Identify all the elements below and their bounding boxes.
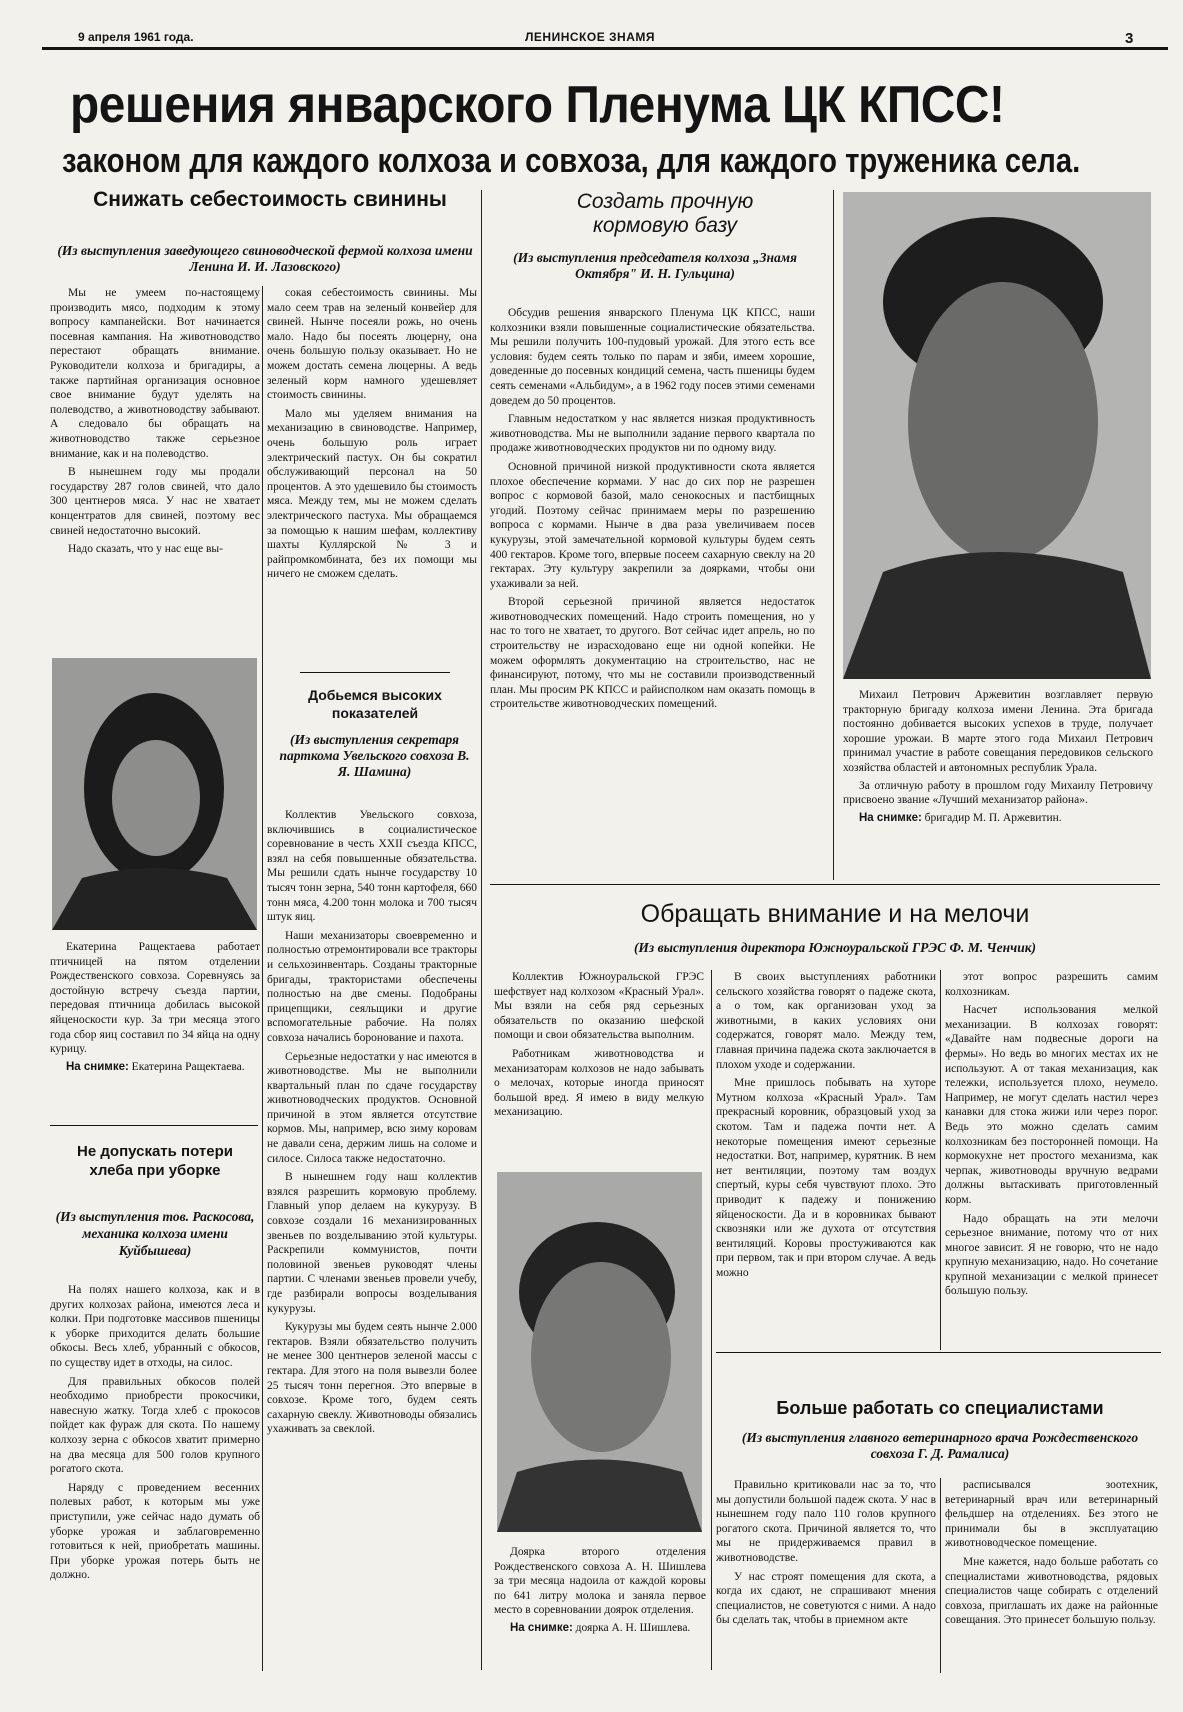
paragraph: Коллектив Южноуральской ГРЭС шефствует над колхозом «Красный Урал». Мы взяли на себя ряд серьезных обязательств по оказанию шефской помощи и свои обязательства выполним.: [494, 971, 704, 1042]
article-source: (Из выступления секретаря парткома Увельского совхоза В. Я. Шамина): [279, 732, 470, 779]
column-divider: [940, 970, 941, 1350]
paragraph: Коллектив Увельского совхоза, включившись в социалистическое соревнование в честь XXII съезда КПСС, взял на себя повышенные обязательства. Мы решили сдать нынче государству 10 тысяч тонн зерна, 540 тонн картофеля, 660 тонн мяса, 4.200 тонн молока и 700 тысяч штук яиц.: [267, 809, 477, 924]
article-title: Создать прочную кормовую базу: [576, 190, 754, 238]
caption-subject: Екатерина Ращектаева.: [131, 1060, 245, 1073]
paragraph: Серьезные недостатки у нас имеются в животноводстве. Мы не выполнили квартальный план по сдаче государству животноводческих продуктов. Основной причиной в этом является отсутствие кормов. Мы, например, всю зиму коровам не давали сена, держим лишь на соломе и силосе. Силоса также недостаточно.: [267, 1050, 477, 1165]
article-title: Не допускать потери хлеба при уборке: [77, 1143, 233, 1179]
article-body-column: [50, 1283, 260, 1673]
paragraph: Мы не умеем по-настоящему производить мясо, подходим к этому вопросу кампанейски. Вот начинается посевная кампания. На животноводство перестают обращать внимание. Руководители колхоза и бригадиры, а также партийная организация основное свое внимание будут уделять на полеводство, а животноводству забывают. А следовало бы обращать на животноводство также серьезное внимание, как и на полеводство.: [50, 287, 260, 460]
paragraph: Работникам животноводства и механизаторам колхозов не надо забывать о мелочах, которые иногда приносят большой вред. Я имею в виду мелкую механизацию.: [494, 1047, 704, 1119]
caption-text: Екатерина Ращектаева работает птичницей на пятом отделении Рождественского совхоза. Соревнуясь за достойную встречу съезда партии, передовая птичница добилась высокой яйценоскости кур. За три месяца этого года сбор яиц составил по 34 яйца на одну курицу.: [50, 941, 260, 1056]
article-title: Больше работать со специалистами: [776, 1398, 1104, 1418]
paragraph: Наши механизаторы своевременно и полностью отремонтировали все тракторы и сельхозинвентарь. Созданы тракторные бригады, трактористами обеспечены полностью на две смены. Подобраны прицепщики, сеяльщики и другие вспомогательные рабочие. На полях совхоза начались боронование и пахота.: [267, 929, 477, 1044]
art1-title: Снижать себестоимость свинины: [93, 188, 447, 211]
article-title: Обращать внимание и на мелочи: [640, 900, 1030, 928]
column-divider: [481, 190, 482, 1670]
paragraph: Главным недостатком у нас является низкая продуктивность животноводства. Мы не выполнили задание первого квартала по продаже животноводческих продуктов ни по одному виду.: [490, 413, 815, 455]
article-source: (Из выступления главного ветеринарного врача Рождественского совхоза Г. Д. Рамалиса): [741, 1430, 1139, 1461]
article-body-column: [716, 1478, 936, 1673]
paragraph: этот вопрос разрешить самим колхозникам.: [945, 971, 1158, 998]
article-body-column: [494, 970, 704, 1148]
caption-subject: бригадир М. П. Аржевитин.: [924, 811, 1062, 824]
column-divider: [833, 190, 834, 880]
section-rule: [716, 1352, 1161, 1353]
article-body-column: [716, 970, 936, 1348]
article-body-column: [945, 1478, 1158, 1673]
paragraph: В нынешнем году наш коллектив взялся разрешить кормовую проблему. Главный упор делаем на кукурузу. В совхозе создали 16 механизированных звеньев по возделыванию этой культуры. Раскрепили коммунистов, почти половиной звеньев руководят члены партии. С членами звеньев провели учебу, где разбирали вопросы возделывания кукурузы.: [267, 1171, 477, 1315]
column-divider: [711, 970, 712, 1670]
article-body-column: [267, 808, 477, 1673]
article-source: (Из выступления тов. Раскосова, механика колхоза имени Куйбышева): [55, 1209, 255, 1258]
portrait-photo: [52, 658, 257, 930]
paragraph: Наряду с проведением весенних полевых работ, к которым мы уже приступили, уже сейчас надо думать об уборке урожая и заблаговременно готовиться к ней, приобретать машины. При уборке урожая потерь быть не должно.: [50, 1481, 260, 1582]
article-source: (Из выступления заведующего свиноводческой фермой колхоза имени Ленина И. И. Лазовского): [57, 243, 473, 274]
portrait-photo: [843, 192, 1151, 679]
article-body-column: [490, 306, 815, 876]
paragraph: Надо сказать, что у нас еще вы-: [68, 543, 223, 556]
column-divider: [262, 286, 263, 1671]
header-rule: [42, 47, 1168, 50]
article-source: (Из выступления председателя колхоза „Знамя Октября" И. Н. Гульцина): [513, 250, 797, 281]
paragraph: Мало мы уделяем внимания на механизацию в свиноводстве. Например, очень большую роль играет электрический пастух. Он бы сократил обслуживающий персонал на 50 процентов. А это удешевило бы стоимость мяса. Между тем, мы не можем сделать электрического пастуха. Мы обращаемся за помощью к нашим шефам, коллективу шахты Куллярской № 3 и райпромкомбината, без их помощи мы ничего не сможем сделать.: [267, 407, 477, 581]
paragraph: В своих выступлениях работники сельского хозяйства говорят о падеже скота, а о том, как организован уход за животными, в каких условиях они содержатся, говорят мало. Между тем, главная причина падежа скота заключается в плохом уходе и содержании.: [716, 971, 936, 1071]
paragraph: У нас строят помещения для скота, а когда их сдают, не спрашивают мнения специалистов, не советуются с ними. А надо бы сделать так, чтобы в приемном акте: [716, 1570, 936, 1627]
paragraph: Для правильных обкосов полей необходимо приобрести прокосчики, навесную жатку. Тогда хлеб с прокосов пойдет как фураж для скота. По нашему колхозу зерна с обкосов хватит примерно на два месяца для 500 голов крупного рогатого скота.: [50, 1375, 260, 1476]
paragraph: На полях нашего колхоза, как и в других колхозах района, имеются леса и колки. При подготовке массивов пшеницы к уборке приходится делать большие обкосы. Весь хлеб, убранный с обкосов, по существу идет в отходы, на силос.: [50, 1284, 260, 1369]
photo-caption: [843, 688, 1153, 828]
photo-caption: [50, 940, 260, 1077]
caption-text: Доярка второго отделения Рождественского совхоза А. Н. Шишлева за три месяца надоила от каждой коровы по 641 литру молока и заняла первое место в соревновании доярок отделения.: [494, 1546, 706, 1617]
banner-headline: решения январского Пленума ЦК КПСС!: [70, 76, 1005, 134]
paragraph: Кукурузы мы будем сеять нынче 2.000 гектаров. Взяли обязательство получить не менее 300 центнеров зеленой массы с гектара. Для этого на поля вывезли более 25 тысяч тонн перегноя. Это впервые в совхозе. Кроме того, будем сеять сахарную свеклу. Животноводы обязались ухаживать за свеклой.: [267, 1321, 477, 1436]
paragraph: Мне пришлось побывать на хуторе Мутном колхоза «Красный Урал». Там прекрасный коровник, образцовый уход за скотом. Там и падежа почти нет. А некоторые помещения имеют серьезные недостатки. Вот, например, курятник. В нем нет вентиляции, поэтому там воздух спертый, куры себя чувствуют плохо. Это приводит к падежу и понижению яйценоскости. Да и в коровниках бывают сквозняки или же духота от отсутствия вентиляций. Коровы простуживаются как при первом, так и при втором случае. А ведь можно: [716, 1077, 936, 1279]
paragraph: Второй серьезной причиной является недостаток животноводческих помещений. Надо строить помещения, но у нас то того не хватает, то другого. Вот сейчас идет апрель, но по строительству не израсходовано еще ни одной копейки. Не можем оформлять документацию на строительство, нас не финансируют, потому, что мы не составили производственный план. Мы просим РК КПСС и райисполком нам оказать помощь в строительстве животноводческих помещений.: [490, 596, 815, 711]
banner-subheadline: законом для каждого колхоза и совхоза, для каждого труженика села.: [62, 142, 1081, 180]
section-rule: [50, 1125, 258, 1126]
column-divider: [940, 1478, 941, 1673]
caption-label: На снимке:: [859, 811, 922, 824]
article-body-column: [50, 286, 260, 646]
paragraph: Правильно критиковали нас за то, что мы допустили большой падеж скота. У нас в нынешнем году пало 110 голов крупного рогатого скота. Причиной является то, что мы не придерживаемся правил в животноводстве.: [716, 1479, 936, 1564]
section-rule: [300, 672, 450, 673]
article-body-column: [267, 286, 477, 664]
page-number: 3: [1125, 30, 1134, 47]
article-title: [80, 188, 460, 212]
caption-label: На снимке:: [510, 1621, 573, 1634]
paragraph: расписывался зоотехник, ветеринарный врач или ветеринарный фельдшер на отделениях. Без этого не принимали бы в эксплуатацию животноводческое помещение.: [945, 1479, 1158, 1550]
portrait-photo: [497, 1172, 702, 1532]
issue-date: 9 апреля 1961 года.: [78, 30, 194, 44]
photo-caption: [494, 1545, 706, 1639]
caption-label: На снимке:: [66, 1060, 129, 1073]
caption-text: За отличную работу в прошлом году Михаилу Петровичу присвоено звание «Лучший механизатор района».: [843, 779, 1153, 807]
article-body-column: [945, 970, 1158, 1348]
section-rule: [490, 884, 1160, 885]
paragraph: Мне кажется, надо больше работать со специалистами животноводства, рядовых специалистов чаще собирать с отделений совхоза, приглашать их даже на районные совещания. Это принесет большую пользу.: [945, 1555, 1158, 1627]
paragraph: В нынешнем году мы продали государству 287 голов свиней, что дало 300 центнеров мяса. У нас не хватает концентратов для свиней, поэтому вес свиней недостаточно высокий.: [50, 466, 260, 537]
paragraph: Надо обращать на эти мелочи серьезное внимание, потому что от них многое зависит. Я не говорю, что не надо крупную механизацию, надо. Но сочетание крупной механизации с мелкой принесет большую пользу.: [945, 1212, 1158, 1298]
newspaper-name: ЛЕНИНСКОЕ ЗНАМЯ: [525, 30, 656, 44]
paragraph: сокая себестоимость свинины. Мы мало сеем трав на зеленый конвейер для свиней. Нынче посеяли рожь, но очень мало. Надо бы посеять люцерну, она очень большую пользу оказывает. Но не можем достать семена люцерны. А ведь зеленый корм намного удешевляет стоимость свинины.: [267, 287, 477, 402]
article-source: (Из выступления директора Южноуральской ГРЭС Ф. М. Ченчик): [633, 940, 1037, 955]
paragraph: Обсудив решения январского Пленума ЦК КПСС, наши колхозники взяли повышенные социалистические обязательства. Мы решили получить 100-пудовый урожай. Для этого есть все условия: будем сеять только по парам и зяби, имеем хорошие, доведенные до посевных кондиций семена, часть пшеницы будем сеять семенами «Альбидум», а в 1962 году посев этими семенами доведем до 50 процентов.: [490, 307, 815, 407]
paragraph: Основной причиной низкой продуктивности скота является плохое обеспечение кормами. У нас до сих пор не разрешен вопрос с кормовой базой, мало сенокосных и пастбищных угодий. Поэтому сейчас принимаем меры по разрешению вопроса с кормами. Нынче в два раза увеличиваем посев кукурузы, этой замечательной кормовой культуры будем сеять 400 гектаров. Кроме того, впервые посеем сахарную свеклу на 20 гектарах. Эту культуру закрепили за доярками, чтобы они ухаживали за ней.: [490, 460, 815, 590]
caption-text: Михаил Петрович Аржевитин возглавляет первую тракторную бригаду колхоза имени Ленина. Эта бригада постоянно добивается высоких успехов в труде, получает хорошие урожаи. В марте этого года Михаил Петрович принимал участие в работе совещания передовиков сельского хозяйства областей и автономных республик Урала.: [843, 689, 1153, 774]
article-title: Добьемся высоких показателей: [308, 687, 442, 721]
paragraph: Насчет использования мелкой механизации. В колхозах говорят: «Давайте нам подвесные дороги на фермы». Но ведь во многих местах их не используют. А от такая механизация, как тележки, используется плохо, неумело. Например, не могут сделать настил через канавки для стока жижи или через порог. Ведь это можно сделать самим колхозникам без посторонней помощи. На кормокухне нет простого механизма, как черпак, животноводы вручную ведрами должны вытаскивать приготовленный корм.: [945, 1004, 1158, 1206]
caption-subject: доярка А. Н. Шишлева.: [575, 1621, 691, 1634]
